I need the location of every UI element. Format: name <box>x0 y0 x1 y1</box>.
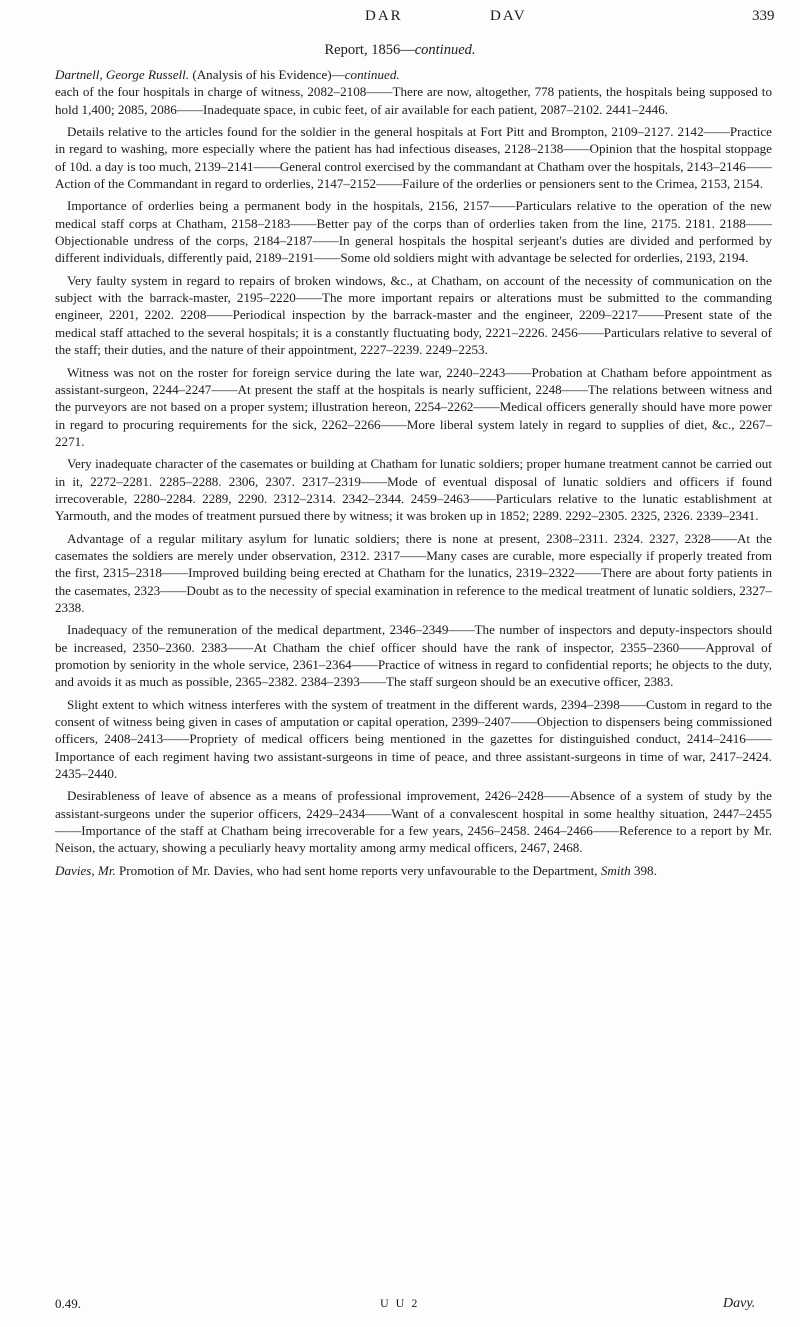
index-body <box>55 66 772 884</box>
entry-reference-number: 398. <box>633 862 657 878</box>
section-heading-continued: continued. <box>414 42 476 58</box>
section-heading <box>0 42 800 59</box>
footer-sheet-number: 0.49. <box>55 1296 81 1311</box>
entry-intro: (Analysis of his Evidence)— <box>192 67 345 82</box>
entry-paragraph: Importance of orderlies being a permanent body in the hospitals, 2156, 2157——Particulars relative to the operation of the new medical staff corps at Chatham, 2158–2183——Better pay of the corps than of orderlies taken from the line, 2175. 2181. 2188——Objectionable undress of the corps, 2184–2187——In general hospitals the hospital serjeant's duties are divided and performed by different individuals, differently paid, 2189–2191——Some old soldiers might with advantage be selected for orderlies, 2193, 2194. <box>55 198 772 266</box>
entry-intro-continued: continued. <box>344 67 400 82</box>
entry-reference-name: Smith <box>600 862 631 878</box>
entry-paragraph: Desirableness of leave of absence as a means of professional improvement, 2426–2428——Absence of a system of study by the assistant-surgeons under the superior officers, 2429–2434——Want of a convalescent hospital in some healthy situation, 2447–2455——Importance of the staff at Chatham being irrecoverable for a few years, 2456–2458. 2464–2466——Reference to a report by Mr. Neison, the actuary, showing a peculiarly heavy mortality among army medical officers, 2467, 2468. <box>55 788 772 856</box>
page-number: 339 <box>752 8 775 24</box>
entry-paragraph: Inadequacy of the remuneration of the medical department, 2346–2349——The number of inspectors and deputy-inspectors should be increased, 2350–2360. 2383——At Chatham the chief officer should have the rank of inspector, 2355–2360——Approval of promotion by seniority in the whole service, 2361–2364——Practice of witness in regard to confidential reports; he objects to the duty, and avoids it as much as possible, 2365–2382. 2384–2393——The staff surgeon should be an executive officer, 2383. <box>55 622 772 690</box>
index-entry-dartnell <box>55 66 772 857</box>
entry-intro: Promotion of Mr. Davies, who had sent home reports very unfavourable to the Department, <box>119 862 598 878</box>
entry-paragraph: Witness was not on the roster for foreign service during the late war, 2240–2243——Probation at Chatham before appointment as assistant-surgeon, 2244–2247——At present the staff at the hospitals is nearly sufficient, 2248——The relations between witness and the purveyors are not based on a proper system; illustration hereon, 2254–2262——Medical officers generally should have more power in regard to procuring requirements for the sick, 2262–2266——More liberal system lately in regard to supplies of diet, &c., 2267–2271. <box>55 364 772 449</box>
entry-text: each of the four hospitals in charge of witness, 2082–2108——There are now, altogether, 778 patients, the hospitals being supposed to hold 1,400; 2085, 2086——Inadequate space, in cubic feet, of air available for each patient, 2087–2102. 2441–2446. <box>55 84 772 117</box>
entry-paragraph <box>55 66 772 118</box>
running-head <box>0 8 800 32</box>
entry-paragraph: Advantage of a regular military asylum for lunatic soldiers; there is none at present, 2308–2311. 2324. 2327, 2328——At the casemates the soldiers are merely under observation, 2312. 2317——Many cases are curable, more especially if properly treated from the first, 2315–2318——Improved building being erected at Chatham for the lunatics, 2319–2322——There are about forty patients in the casemates, 2323——Doubt as to the necessity of special examination in reference to the medical treatment of lunatic soldiers, 2327–2338. <box>55 530 772 615</box>
entry-paragraph <box>55 862 772 879</box>
entry-paragraph: Very faulty system in regard to repairs of broken windows, &c., at Chatham, on account of the necessity of communication on the subject with the barrack-master, 2195–2220——The more important repairs or alterations must be submitted to the commanding engineer, 2201, 2202. 2208——Periodical inspection by the barrack-master and the engineer, 2209–2217——Present state of the medical staff attached to the several hospitals; it is a constantly fluctuating body, 2221–2226. 2456——Particulars relative to several of the staff; their duties, and the nature of their appointment, 2227–2239. 2249–2253. <box>55 272 772 358</box>
entry-paragraph: Slight extent to which witness interferes with the system of treatment in the different wards, 2394–2398——Custom in regard to the consent of witness being given in cases of amputation or capital operation, 2399–2407——Objection to dispensers being commissioned officers, 2408–2413——Propriety of medical officers being mentioned in the gazettes for distinguished conduct, 2414–2416——Importance of each regiment having two assistant-surgeons in time of peace, and three assistant-surgeons in time of war, 2417–2424. 2435–2440. <box>55 696 772 782</box>
index-entry-davies <box>55 862 772 879</box>
running-head-left: DAR <box>365 8 403 24</box>
page-footer <box>0 1296 800 1318</box>
footer-signature-mark: U U 2 <box>380 1296 420 1310</box>
entry-heading: Davies, Mr. <box>55 862 116 878</box>
entry-paragraph: Details relative to the articles found for the soldier in the general hospitals at Fort Pitt and Brompton, 2109–2127. 2142——Practice in regard to washing, more especially where the patient has had infectious diseases, 2128–2138——Opinion that the hospital stoppage of 10d. a day is too much, 2139–2141——General control exercised by the commandant at Chatham over the hospitals, 2143–2146——Action of the Commandant in regard to orderlies, 2147–2152——Failure of the orderlies or pensioners sent to the Crimea, 2153, 2154. <box>55 124 772 192</box>
running-head-right: DAV <box>490 8 527 24</box>
entry-paragraph: Very inadequate character of the casemates or building at Chatham for lunatic soldiers; proper humane treatment cannot be carried out in it, 2272–2281. 2285–2288. 2306, 2307. 2317–2319——Mode of eventual disposal of lunatic soldiers and officers if found irrecoverable, 2280–2284. 2289, 2290. 2312–2314. 2342–2344. 2459–2463——Particulars relative to the lunatic establishment at Yarmouth, and the modes of treatment pursued there by witness; it was broken up in 1852; 2289. 2292–2305. 2325, 2326. 2339–2341. <box>55 456 772 524</box>
footer-catchword: Davy. <box>723 1296 756 1311</box>
entry-heading: Dartnell, George Russell. <box>55 67 190 82</box>
section-heading-label: Report, 1856— <box>324 42 415 58</box>
